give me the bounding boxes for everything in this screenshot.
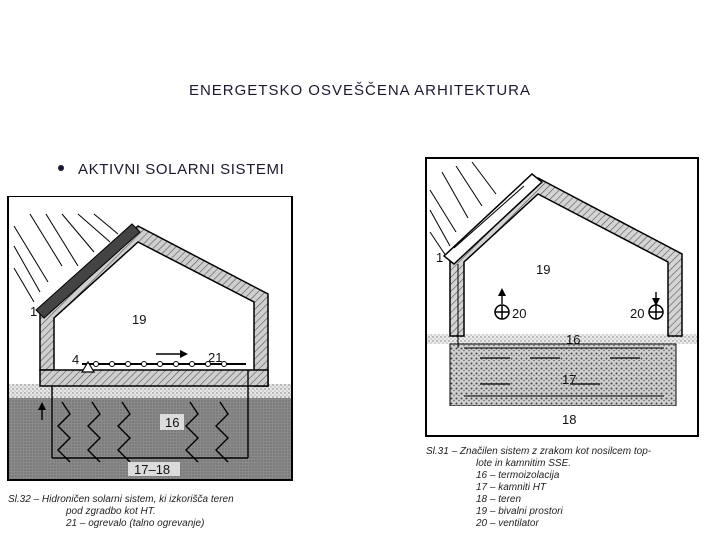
label-room: 19 xyxy=(132,312,147,327)
label-collector-right: 1 xyxy=(436,250,444,265)
insulation-layer xyxy=(427,334,697,344)
caption-right-line-3: 16 – termoizolacija xyxy=(476,470,560,481)
label-ground: 18 xyxy=(562,412,577,427)
label-item-4: 4 xyxy=(72,352,80,367)
caption-right-line-7: 20 – ventilator xyxy=(476,518,539,529)
label-floor-heating: 21 xyxy=(208,350,223,365)
label-collector: 1 xyxy=(30,304,38,319)
caption-line-3: 21 – ogrevalo (talno ogrevanje) xyxy=(66,518,205,529)
label-fan-left: 20 xyxy=(512,306,527,321)
bullet-dot xyxy=(58,165,64,171)
caption-right-line-1: Sl.31 – Značilen sistem z zrakom kot nosilcem top- xyxy=(426,446,652,457)
caption-line-2: pod zgradbo kot HT. xyxy=(66,506,156,517)
caption-right-line-2: lote in kamnitim SSE. xyxy=(476,458,572,469)
caption-right-line-5: 18 – teren xyxy=(476,494,522,505)
label-living-space: 19 xyxy=(536,262,551,277)
page-title: ENERGETSKO OSVEŠČENA ARHITEKTURA xyxy=(188,82,532,99)
label-range: 17–18 xyxy=(134,462,171,477)
label-ground-store: 16 xyxy=(165,415,180,430)
caption-line-1: Sl.32 – Hidroničen solarni sistem, ki izkorišča teren xyxy=(8,494,234,505)
caption-right-line-6: 19 – bivalni prostori xyxy=(476,506,563,517)
figure-air-diagram xyxy=(420,152,720,540)
figure-hydronic-system xyxy=(0,196,300,540)
label-fan-right: 20 xyxy=(630,306,645,321)
bullet-label: AKTIVNI SOLARNI SISTEMI xyxy=(78,161,285,178)
figure-air-system xyxy=(420,152,720,540)
caption-right-line-4: 17 – kamniti HT xyxy=(476,482,547,493)
bullet-item xyxy=(58,161,284,178)
label-rock-storage: 17 xyxy=(562,372,577,387)
figure-hydronic-diagram xyxy=(0,196,300,540)
label-insulation: 16 xyxy=(566,332,581,347)
